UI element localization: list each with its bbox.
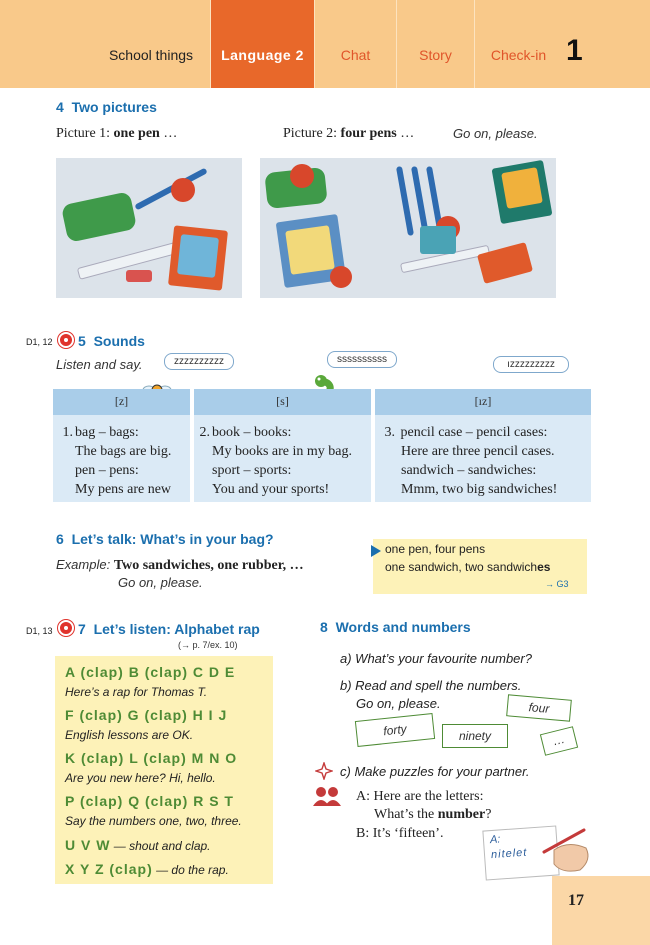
word-line: Here are three pencil cases.	[401, 444, 555, 459]
rap-text: Are you new here? Hi, hello.	[65, 771, 216, 785]
rap-text: — do the rap.	[152, 863, 229, 877]
ex8-b: b) Read and spell the numbers.	[340, 678, 522, 693]
apple	[171, 178, 195, 202]
green-pencil-case	[61, 191, 137, 243]
ex7-sub-ref: (→ p. 7/ex. 10)	[178, 640, 238, 650]
writing-hand-icon	[540, 826, 594, 876]
page-number-box	[552, 876, 650, 945]
sound-body-iz	[375, 415, 591, 502]
grammar-line-2b: es	[537, 560, 551, 574]
number-card-forty: forty	[355, 713, 435, 747]
picture1-caption	[56, 126, 177, 142]
sound-body-s	[194, 415, 371, 502]
rubber	[126, 270, 152, 282]
ex7-title	[78, 621, 260, 637]
sound-column-s	[194, 389, 371, 502]
word-line: sandwich – sandwiches:	[401, 463, 537, 478]
book-cover	[285, 225, 335, 275]
rap-line: K (clap) L (clap) M N O	[65, 750, 238, 766]
note-text: nitelet	[490, 846, 528, 862]
sound-body-z	[53, 415, 190, 502]
word-line: bag – bags:	[75, 425, 139, 440]
rap-line: X Y Z (clap)	[65, 861, 153, 877]
dialog-a-line1: A: Here are the letters:	[356, 789, 484, 804]
ex7-ref: D1, 13	[26, 626, 53, 636]
ex5-title	[78, 333, 145, 349]
tab-story[interactable]: Story	[396, 0, 474, 88]
ex6-go-on: Go on, please.	[118, 575, 203, 590]
book-cover	[501, 167, 543, 209]
ex8-title	[320, 619, 471, 635]
apple	[290, 164, 314, 188]
apple	[330, 266, 352, 288]
ex7-number: 7	[78, 621, 86, 637]
sound-column-z	[53, 389, 190, 502]
ex5-title-text: Sounds	[93, 333, 145, 349]
speech-bubble-s: ssssssssss	[327, 351, 397, 368]
rap-text: Say the numbers one, two, three.	[65, 814, 242, 828]
word-line: Mmm, two big sandwiches!	[401, 482, 558, 497]
dialog-a-line2b: number	[437, 807, 486, 822]
dialog-b: B: It’s ‘fifteen’.	[356, 826, 444, 841]
ex4-number: 4	[56, 99, 64, 115]
pic1-bold: one pen	[113, 126, 160, 141]
ex6-title-text: Let’s talk: What’s in your bag?	[71, 531, 274, 547]
ex7-title-text: Let’s listen: Alphabet rap	[93, 621, 260, 637]
pic2-suffix: …	[396, 126, 415, 141]
ex6-title	[56, 531, 274, 547]
rap-line-uvw	[65, 837, 211, 855]
word-line: My pens are new	[75, 482, 172, 497]
pic1-suffix: …	[159, 126, 178, 141]
word-line: My books are in my bag.	[212, 444, 352, 459]
row-number: 2.	[199, 425, 210, 440]
tab-language-2[interactable]: Language 2	[210, 0, 314, 88]
example-label: Example:	[56, 557, 111, 572]
pencil-sharpener	[420, 226, 456, 254]
number-card-more: …	[540, 726, 578, 756]
word-line: pen – pens:	[75, 463, 139, 478]
sound-head-iz: [ız]	[375, 389, 591, 415]
rap-line: U V W	[65, 837, 111, 853]
ex5-number: 5	[78, 333, 86, 349]
sound-head-z: [z]	[53, 389, 190, 415]
page-header	[0, 0, 650, 88]
page-number: 17	[568, 892, 584, 909]
word-line: sport – sports:	[212, 463, 292, 478]
tab-school-things[interactable]: School things	[108, 47, 194, 63]
puzzle-star-icon	[315, 762, 333, 780]
ex8-c: c) Make puzzles for your partner.	[340, 764, 530, 779]
pic2-prefix: Picture 2:	[283, 126, 341, 141]
ex8-number: 8	[320, 619, 328, 635]
ex8-title-text: Words and numbers	[335, 619, 471, 635]
unit-number: 1	[566, 34, 583, 67]
number-card-four: four	[506, 694, 572, 721]
pic2-bold: four pens	[340, 126, 397, 141]
tab-chat[interactable]: Chat	[314, 0, 396, 88]
rap-line-xyz	[65, 861, 229, 879]
pen	[396, 166, 414, 236]
ex8-a: a) What’s your favourite number?	[340, 651, 532, 666]
ex5-instruction: Listen and say.	[56, 357, 143, 372]
row-number: 3.	[384, 425, 395, 440]
grammar-ref-link[interactable]: → G3	[545, 579, 569, 589]
picture2-caption	[283, 126, 414, 142]
ex6-example	[56, 557, 304, 574]
sound-column-iz	[375, 389, 591, 502]
ex5-ref: D1, 12	[26, 337, 53, 347]
play-triangle-icon	[371, 545, 381, 557]
rap-line: A (clap) B (clap) C D E	[65, 664, 236, 680]
picture-2	[260, 158, 556, 298]
grammar-line-1: one pen, four pens	[385, 542, 486, 556]
cd-icon[interactable]	[58, 620, 74, 636]
sound-head-s: [s]	[194, 389, 371, 415]
word-line: book – books:	[212, 425, 292, 440]
grammar-line-2	[385, 560, 550, 574]
ex4-title-text: Two pictures	[71, 99, 157, 115]
tab-check-in[interactable]: Check-in	[474, 0, 562, 88]
ex4-go-on: Go on, please.	[453, 126, 538, 141]
book-cover	[177, 234, 219, 278]
ex6-number: 6	[56, 531, 64, 547]
speech-bubble-iz: ızzzzzzzzz	[493, 356, 569, 373]
picture-1	[56, 158, 242, 298]
ex4-title	[56, 99, 157, 115]
pair-work-icon	[312, 786, 342, 806]
ex8-b-go-on: Go on, please.	[356, 696, 441, 711]
speech-bubble-z: zzzzzzzzzz	[164, 353, 234, 370]
rap-text: English lessons are OK.	[65, 728, 194, 742]
row-number: 1.	[62, 425, 73, 440]
grammar-box	[373, 539, 587, 594]
rap-box	[55, 656, 273, 884]
rap-line: F (clap) G (clap) H I J	[65, 707, 228, 723]
word-line: pencil case – pencil cases:	[400, 425, 548, 440]
word-line: The bags are big.	[75, 444, 172, 459]
word-line: You and your sports!	[212, 482, 330, 497]
rap-line: P (clap) Q (clap) R S T	[65, 793, 234, 809]
number-card-ninety: ninety	[442, 724, 508, 748]
example-text: Two sandwiches, one rubber, …	[113, 558, 304, 573]
pic1-prefix: Picture 1:	[56, 126, 114, 141]
grammar-line-2a: one sandwich, two sandwich	[385, 560, 538, 574]
dialog-a-line2c: ?	[485, 807, 492, 822]
cd-icon[interactable]	[58, 332, 74, 348]
dialog-a-line2a: What’s the	[374, 807, 438, 822]
rap-text: Here’s a rap for Thomas T.	[65, 685, 208, 699]
note-label: A:	[489, 833, 501, 847]
dialog-a-line2	[374, 807, 491, 823]
rap-text: — shout and clap.	[110, 839, 211, 853]
